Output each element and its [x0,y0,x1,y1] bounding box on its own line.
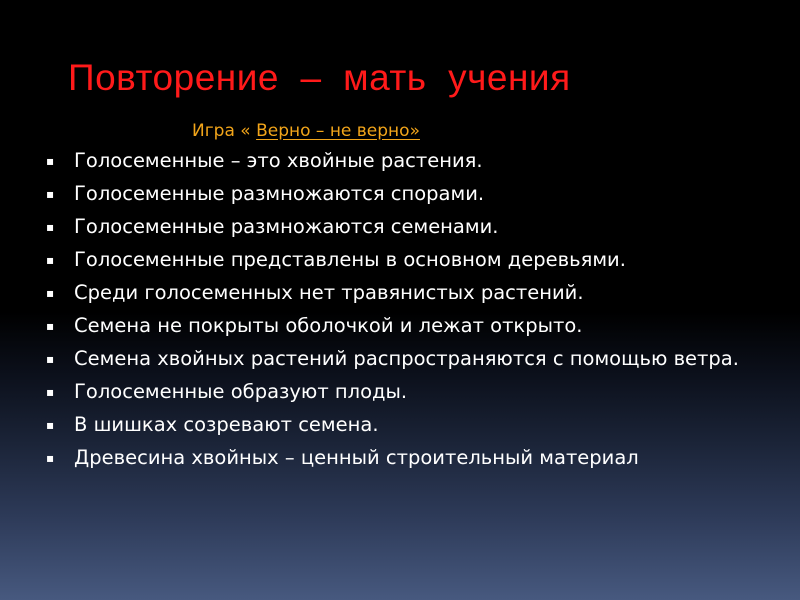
bullet-item [44,346,784,372]
slide-title: Повторение – мать учения [68,57,571,98]
bullet-text: Голосеменные образуют плоды. [74,380,408,403]
bullet-text: Голосеменные представлены в основном деревьями. [74,248,626,271]
subtitle-prefix: Игра « [192,121,257,141]
bullet-marker-icon: ▪ [46,187,55,201]
bullet-marker-icon: ▪ [46,220,55,234]
subtitle-link[interactable]: Верно – не верно» [256,121,420,141]
bullet-marker-icon: ▪ [46,418,55,432]
bullet-item [44,214,784,240]
bullet-marker-icon: ▪ [46,385,55,399]
bullet-item [44,280,784,306]
bullet-text: Среди голосеменных нет травянистых растений. [74,281,584,304]
bullet-text: Голосеменные размножаются семенами. [74,215,499,238]
bullet-marker-icon: ▪ [46,154,55,168]
bullet-item [44,412,784,438]
bullet-marker-icon: ▪ [46,319,55,333]
bullet-text: В шишках созревают семена. [74,413,379,436]
bullet-item [44,313,784,339]
bullet-marker-icon: ▪ [46,352,55,366]
bullet-text: Голосеменные – это хвойные растения. [74,149,483,172]
bullet-marker-icon: ▪ [46,253,55,267]
slide-subtitle [192,118,420,144]
bullet-item [44,379,784,405]
bullet-marker-icon: ▪ [46,286,55,300]
bullet-item [44,181,784,207]
bullet-item [44,148,784,174]
bullet-text: Семена хвойных растений распространяются с помощью ветра. [74,347,739,370]
bullet-text: Семена не покрыты оболочкой и лежат открыто. [74,314,583,337]
bullet-item [44,445,784,471]
bullet-text: Голосеменные размножаются спорами. [74,182,485,205]
bullet-marker-icon: ▪ [46,451,55,465]
bullet-item [44,247,784,273]
bullet-text: Древесина хвойных – ценный строительный материал [74,446,639,469]
bullet-list [44,148,784,478]
